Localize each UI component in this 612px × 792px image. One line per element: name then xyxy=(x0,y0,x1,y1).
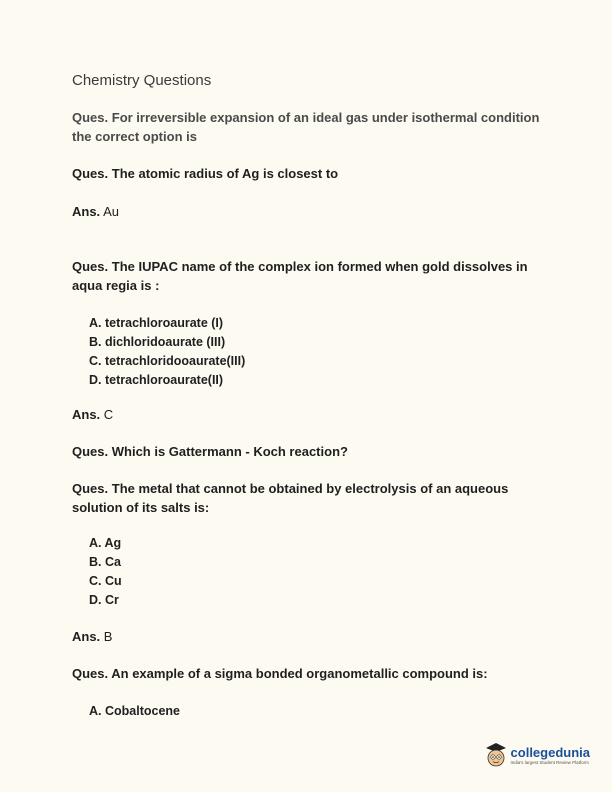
question-2 xyxy=(72,164,542,183)
option-item: D. tetrachloroaurate(II) xyxy=(89,373,224,387)
answer-lead: Ans. xyxy=(72,407,101,422)
question-text: The IUPAC name of the complex ion formed when gold dissolves in aqua regia is : xyxy=(72,259,528,293)
question-text: Which is Gattermann - Koch reaction? xyxy=(111,444,348,459)
answer-3 xyxy=(72,627,542,646)
question-lead: Ques. xyxy=(72,259,109,274)
answer-text: B xyxy=(103,629,113,644)
answer-lead: Ans. xyxy=(72,629,101,644)
answer-lead: Ans. xyxy=(72,204,101,219)
options-list-2 xyxy=(89,534,122,610)
option-item: D. Cr xyxy=(89,593,119,607)
option-item: A. tetrachloroaurate (I) xyxy=(89,316,224,330)
option-item: C. Cu xyxy=(89,574,122,588)
question-5 xyxy=(72,479,542,517)
question-text: An example of a sigma bonded organometallic compound is: xyxy=(111,666,488,681)
mascot-icon xyxy=(484,742,508,770)
options-list-1 xyxy=(89,314,245,390)
answer-2 xyxy=(72,405,542,424)
question-text: The metal that cannot be obtained by electrolysis of an aqueous solution of its salts is: xyxy=(72,481,509,515)
option-item: B. Ca xyxy=(89,555,121,569)
question-text: The atomic radius of Ag is closest to xyxy=(111,166,339,181)
option-item: B. dichloridoaurate (III) xyxy=(89,335,226,349)
question-4 xyxy=(72,442,542,461)
option-item: A. Ag xyxy=(89,536,122,550)
question-lead: Ques. xyxy=(72,166,109,181)
question-6 xyxy=(72,664,542,683)
answer-text: C xyxy=(103,407,114,422)
logo-brand: collegedunia xyxy=(510,745,590,760)
page-title: Chemistry Questions xyxy=(72,72,212,89)
option-item: C. tetrachloridooaurate(III) xyxy=(89,354,246,368)
question-text: For irreversible expansion of an ideal gas under isothermal condition the correct option is xyxy=(72,110,540,144)
question-lead: Ques. xyxy=(72,481,109,496)
answer-1 xyxy=(72,202,542,221)
collegedunia-logo xyxy=(484,742,590,770)
answer-text: Au xyxy=(103,204,119,219)
question-3 xyxy=(72,257,542,295)
question-lead: Ques. xyxy=(72,444,109,459)
options-list-3 xyxy=(89,702,180,721)
question-1 xyxy=(72,108,542,146)
logo-tagline: India's largest Student Review Platform xyxy=(510,760,589,765)
option-item: A. Cobaltocene xyxy=(89,704,180,718)
question-lead: Ques. xyxy=(72,110,109,125)
question-lead: Ques. xyxy=(72,666,109,681)
